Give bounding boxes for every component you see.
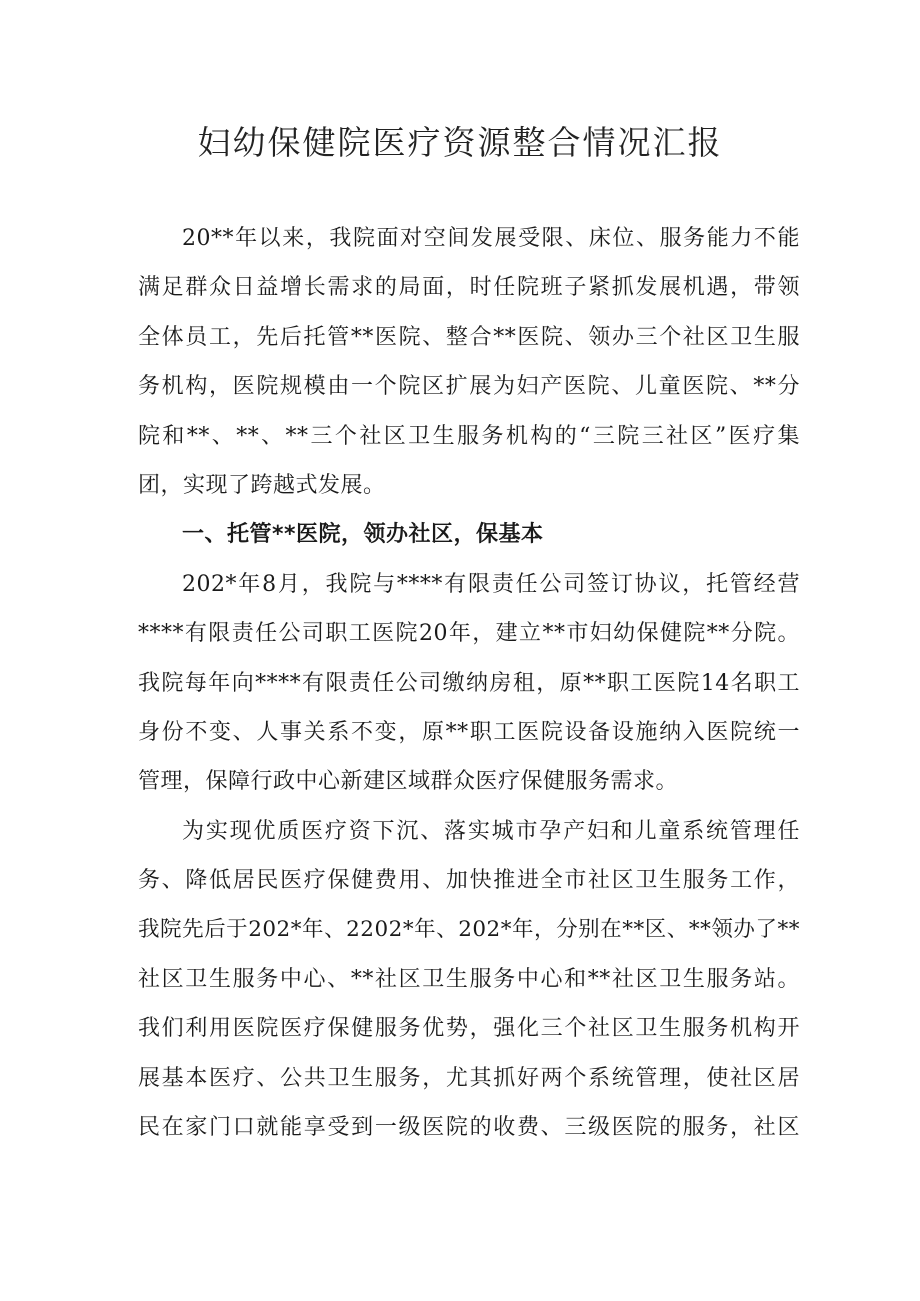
- text-line: 民在家门口就能享受到一级医院的收费、三级医院的服务，社区: [138, 1115, 800, 1141]
- text-line: 展基本医疗、公共卫生服务，尤其抓好两个系统管理，使社区居: [138, 1065, 800, 1091]
- text-line: 202*年8月，我院与****有限责任公司签订协议，托管经营: [182, 571, 800, 597]
- text-line: 院和**、**、**三个社区卫生服务机构的“三院三社区”医疗集: [138, 423, 800, 449]
- text-line: 全体员工，先后托管**医院、整合**医院、领办三个社区卫生服: [138, 324, 800, 350]
- text-line: 管理，保障行政中心新建区域群众医疗保健服务需求。: [138, 769, 679, 795]
- text-line: 为实现优质医疗资下沉、落实城市孕产妇和儿童系统管理任: [182, 818, 800, 844]
- document-body: [138, 214, 800, 1152]
- text-line: 我院先后于202*年、2202*年、202*年，分别在**区、**领办了**: [138, 917, 800, 943]
- text-line: 满足群众日益增长需求的局面，时任院班子紧抓发展机遇，带领: [138, 275, 800, 301]
- section-heading: 一、托管**医院，领办社区，保基本: [182, 522, 544, 548]
- text-line: 我们利用医院医疗保健服务优势，强化三个社区卫生服务机构开: [138, 1016, 800, 1042]
- paragraph-community: [138, 807, 800, 1153]
- text-line: 务机构，医院规模由一个院区扩展为妇产医院、儿童医院、**分: [138, 374, 800, 400]
- text-line: 身份不变、人事关系不变，原**职工医院设备设施纳入医院统一: [138, 719, 800, 745]
- paragraph-intro: [138, 214, 800, 510]
- text-line: ****有限责任公司职工医院20年，建立**市妇幼保健院**分院。: [138, 621, 800, 647]
- text-line: 20**年以来，我院面对空间发展受限、床位、服务能力不能: [182, 226, 800, 251]
- paragraph-hosting: [138, 560, 800, 807]
- text-line: 团，实现了跨越式发展。: [138, 472, 386, 498]
- text-line: 社区卫生服务中心、**社区卫生服务中心和**社区卫生服务站。: [138, 966, 800, 992]
- document-title: 妇幼保健院医疗资源整合情况汇报: [197, 123, 723, 162]
- text-line: 务、降低居民医疗保健费用、加快推进全市社区卫生服务工作，: [138, 868, 800, 894]
- text-line: 我院每年向****有限责任公司缴纳房租，原**职工医院14名职工: [138, 670, 800, 696]
